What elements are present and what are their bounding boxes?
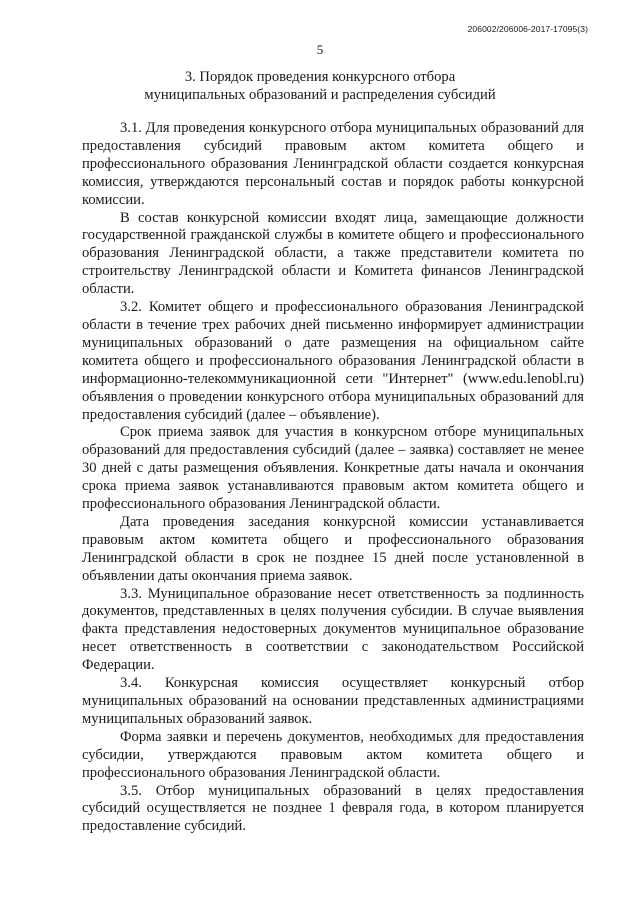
- page-number: 5: [316, 42, 324, 57]
- section-title-line-2: муниципальных образований и распределения субсидий: [144, 87, 496, 103]
- paragraph-3-1: 3.1. Для проведения конкурсного отбора муниципальных образований для предоставления субсидий правовым актом комитета общего и профессионального образования Ленинградской области создается конкурсная комиссия, утверждаются персональный состав и порядок работы конкурсной комиссии.: [82, 120, 584, 208]
- paragraph-meeting-date: Дата проведения заседания конкурсной комиссии устанавливается правовым актом комитета общего и профессионального образования Ленинградской области в срок не позднее 15 дней после установленной в объявлении даты окончания приема заявок.: [82, 513, 584, 584]
- paragraph-3-2: 3.2. Комитет общего и профессионального образования Ленинградской области в течение трех рабочих дней письменно информирует администрации муниципальных образований о дате размещения на официальном сайте комитета общего и профессионального образования Ленинградской области в информационно-телекоммуникационной сети "Интернет" (www.edu.lenobl.ru) объявления о проведении конкурсного отбора муниципальных образований для предоставления субсидий (далее – объявление).: [82, 299, 584, 423]
- paragraph-commission-composition: В состав конкурсной комиссии входят лица, замещающие должности государственной гражданской службы в комитете общего и профессионального образования Ленинградской области, а также представители комитета по строительству Ленинградской области и Комитета финансов Ленинградской области.: [82, 209, 584, 298]
- paragraph-3-5: 3.5. Отбор муниципальных образований в целях предоставления субсидий осуществляется не позднее 1 февраля года, в котором планируется предоставление субсидий.: [82, 782, 584, 835]
- paragraph-3-4: 3.4. Конкурсная комиссия осуществляет конкурсный отбор муниципальных образований на основании представленных администрациями муниципальных образований заявок.: [82, 675, 584, 727]
- section-title: [80, 68, 560, 104]
- body-text: [82, 120, 584, 836]
- paragraph-application-period: Срок приема заявок для участия в конкурсном отборе муниципальных образований для предоставления субсидий (далее – заявка) составляет не менее 30 дней с даты размещения объявления. Конкретные даты начала и окончания срока приема заявок устанавливаются правовым актом комитета общего и профессионального образования Ленинградской области.: [82, 424, 584, 513]
- paragraph-3-3: 3.3. Муниципальное образование несет ответственность за подлинность документов, представленных в целях получения субсидии. В случае выявления факта представления недостоверных документов муниципальное образование несет ответственность в соответствии с законодательством Российской Федерации.: [82, 585, 584, 674]
- section-title-line-1: 3. Порядок проведения конкурсного отбора: [184, 69, 456, 85]
- paragraph-application-form: Форма заявки и перечень документов, необходимых для предоставления субсидии, утверждаются правовым актом комитета общего и профессионального образования Ленинградской области.: [82, 728, 584, 781]
- document-code: 206002/206006-2017-17095(3): [467, 24, 588, 34]
